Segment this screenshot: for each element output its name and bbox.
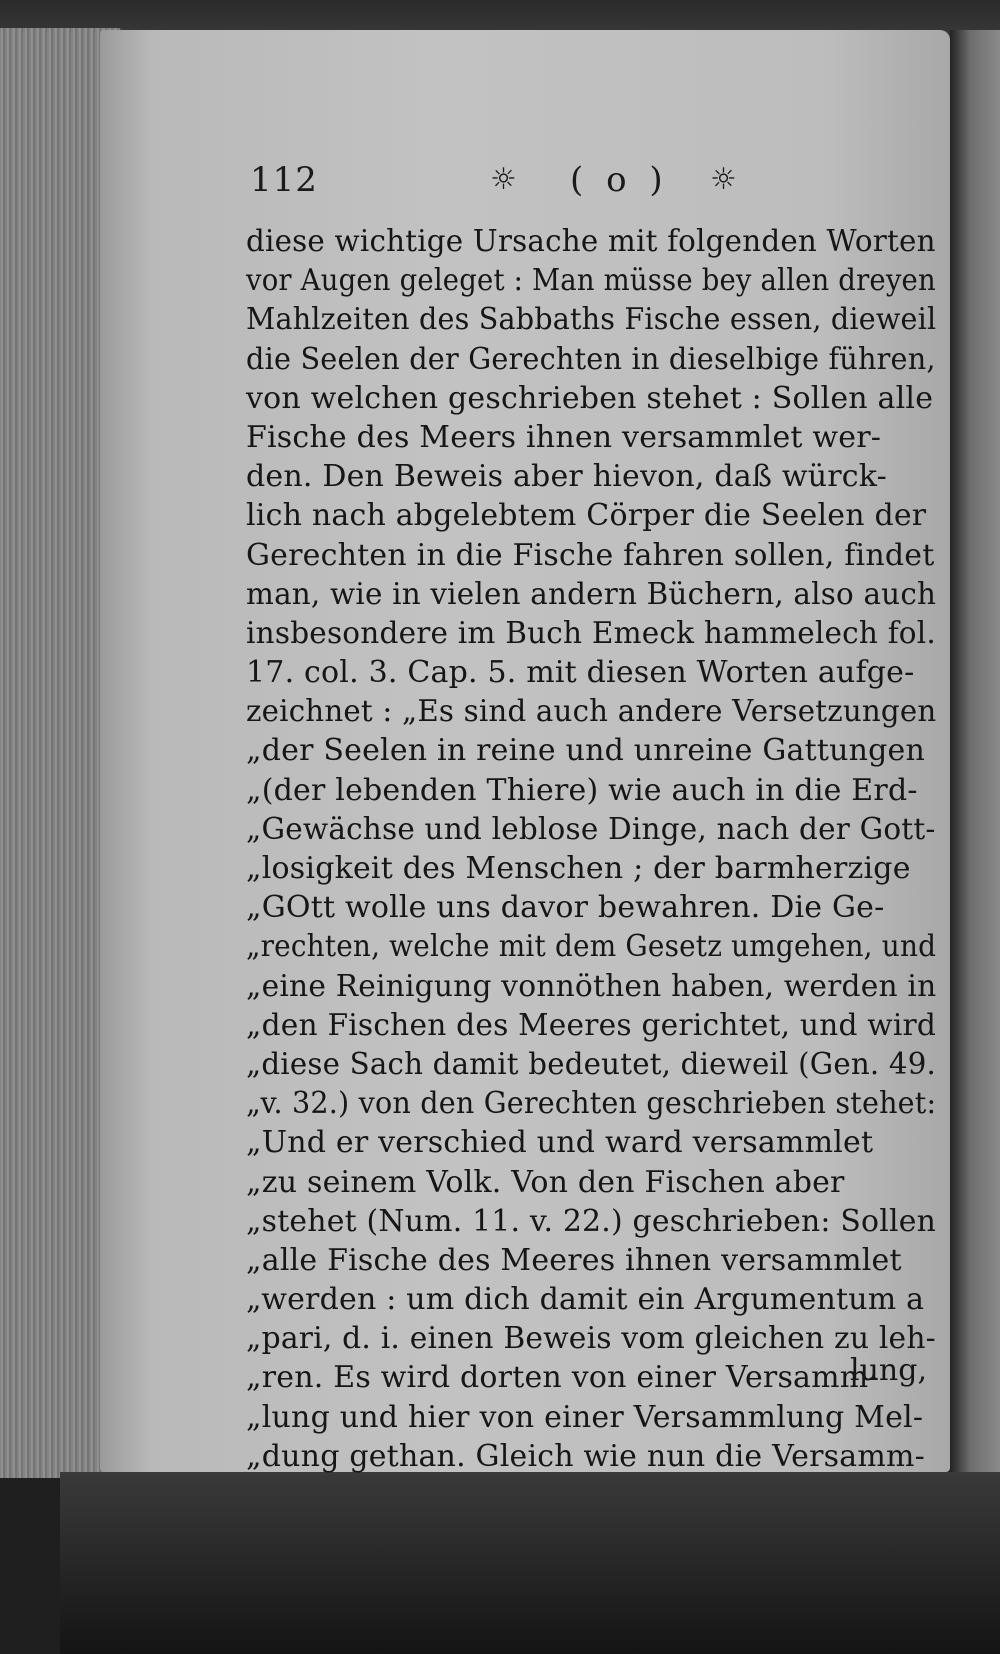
sun-ornament-icon: ☼: [710, 162, 737, 197]
text-line: „dung gethan. Gleich wie nun die Versamm-: [246, 1438, 925, 1474]
text-line: „lung und hier von einer Versammlung Mel-: [246, 1399, 924, 1435]
text-line: „der Seelen in reine und unreine Gattungen: [246, 733, 926, 769]
text-line: „Gewächse und leblose Dinge, nach der Gott-: [246, 811, 936, 847]
text-line: zeichnet : „Es sind auch andere Versetzungen: [246, 694, 937, 730]
text-line: 17. col. 3. Cap. 5. mit diesen Worten aufge-: [246, 655, 915, 691]
text-line: „(der lebenden Thiere) wie auch in die Erd-: [246, 772, 918, 808]
signature-mark: ( o ): [570, 160, 669, 200]
text-line: von welchen geschrieben stehet : Sollen alle: [246, 380, 934, 416]
text-line: „alle Fische des Meeres ihnen versammlet: [246, 1242, 902, 1278]
page-header: [250, 160, 770, 208]
next-page-edge: [950, 30, 1000, 1472]
text-line: „rechten, welche mit dem Gesetz umgehen, und: [246, 929, 937, 965]
text-line: Gerechten in die Fische fahren sollen, findet: [246, 537, 935, 573]
text-line: „Und er verschied und ward versammlet: [246, 1125, 874, 1161]
text-line: „pari, d. i. einen Beweis vom gleichen zu leh-: [246, 1321, 936, 1357]
text-line: „eine Reinigung vonnöthen haben, werden in: [246, 968, 937, 1004]
text-line: „zu seinem Volk. Von den Fischen aber: [246, 1164, 845, 1200]
text-line: „den Fischen des Meeres gerichtet, und wird: [246, 1007, 937, 1043]
text-line: Mahlzeiten des Sabbaths Fische essen, dieweil: [246, 302, 937, 338]
text-line: diese wichtige Ursache mit folgenden Worten: [246, 224, 936, 259]
text-line: man, wie in vielen andern Büchern, also auch: [246, 576, 937, 612]
text-line: insbesondere im Buch Emeck hammelech fol.: [246, 615, 936, 651]
text-line: die Seelen der Gerechten in dieselbige führen,: [246, 341, 936, 377]
text-line: Fische des Meers ihnen versammlet wer-: [246, 419, 882, 455]
bottom-edge: [60, 1472, 1000, 1654]
text-line: „v. 32.) von den Gerechten geschrieben stehet:: [246, 1086, 937, 1122]
text-line: den. Den Beweis aber hievon, daß würck-: [246, 459, 887, 495]
text-line: lich nach abgelebtem Cörper die Seelen der: [246, 498, 927, 534]
text-line: „GOtt wolle uns davor bewahren. Die Ge-: [246, 890, 885, 926]
page-number: 112: [250, 160, 318, 200]
catchword: lung,: [850, 1353, 927, 1388]
text-line: „losigkeit des Menschen ; der barmherzige: [246, 851, 911, 886]
text-line: vor Augen geleget : Man müsse bey allen dreyen: [246, 263, 936, 299]
text-line: „werden : um dich damit ein Argumentum a: [246, 1282, 925, 1318]
text-line: „ren. Es wird dorten von einer Versamm-: [246, 1360, 879, 1396]
text-line: „diese Sach damit bedeutet, dieweil (Gen. 49.: [246, 1046, 937, 1082]
text-line: „stehet (Num. 11. v. 22.) geschrieben: Sollen: [246, 1203, 937, 1239]
sun-ornament-icon: ☼: [490, 162, 517, 197]
body-text: [246, 222, 937, 1476]
